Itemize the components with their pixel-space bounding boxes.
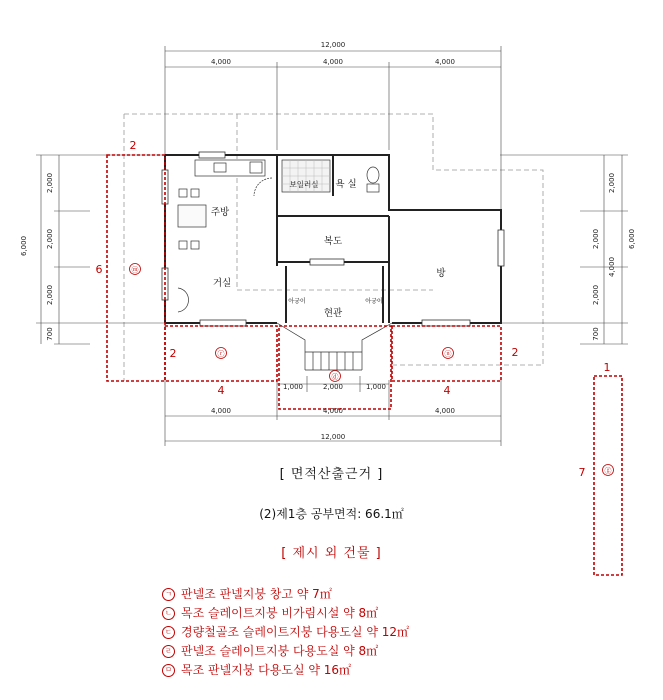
dim-right-extra: 700 [592,327,600,341]
dim-right-total: 6,000 [628,228,636,250]
legend-mark: ㄷ [162,626,175,639]
annex-m-mark: ⓜ [131,266,139,274]
dim-left-3: 2,000 [46,284,54,306]
annex-n-mark: ⓝ [444,350,452,358]
dim-entry-1: 1,000 [282,383,304,391]
wall-details [277,323,392,370]
legend-text: 목조 슬레이트지붕 비가림시설 약 8㎡ [181,606,379,620]
annex-g-top: 1 [603,361,611,374]
area-calc-title: [ 면적산출근거 ] [279,467,384,482]
annex-labels [96,139,614,479]
dim-top-2: 4,000 [322,58,344,66]
annex-r-side: 2 [169,347,177,360]
annex-m-side: 6 [95,263,103,276]
room-bedroom-label: 방 [436,268,446,279]
dim-bottom-total: 12,000 [320,433,346,441]
annex-m-top: 2 [129,139,137,152]
dim-bottom-1: 4,000 [210,407,232,415]
annex-d-outline [279,326,391,409]
dim-top-total: 12,000 [320,41,346,49]
dim-entry-2: 2,000 [322,383,344,391]
excluded-buildings-title: [ 제시 외 건물 ] [281,546,382,561]
dim-right-2: 2,000 [592,228,600,250]
dim-right-1: 2,000 [608,172,616,194]
dim-bottom-2: 4,000 [322,407,344,415]
room-bath-label: 욕 실 [335,179,357,190]
annex-n-bottom: 4 [443,384,451,397]
dim-left-1: 2,000 [46,172,54,194]
legend-mark: ㄱ [162,588,175,601]
room-entrance-label: 현관 [323,308,343,319]
annex-n-side: 2 [511,346,519,359]
list-item [162,642,409,661]
annex-r-mark: ⓡ [217,350,225,358]
list-item [162,604,409,623]
dim-left-extra: 700 [46,327,54,341]
room-boiler-label: 보일러실 [289,180,319,189]
legend-text: 경량철골조 슬레이트지붕 다용도실 약 12㎡ [181,625,410,639]
dim-entry-3: 1,000 [365,383,387,391]
dim-right-3: 2,000 [592,284,600,306]
annex-d-mark: ⓓ [331,373,339,381]
dim-bottom-3: 4,000 [434,407,456,415]
dim-right-merged: 4,000 [608,256,616,278]
area-calc-value: (2)제1층 공부면적: 66.1㎡ [259,507,404,521]
legend-mark: ㄴ [162,607,175,620]
room-alcove-left-label: 아궁이 [288,298,306,305]
room-living-label: 거실 [212,278,232,289]
legend-text: 판넬조 판넬지붕 창고 약 7㎡ [181,587,332,601]
room-kitchen-label: 주방 [210,207,230,218]
legend-mark: ㄹ [162,645,175,658]
legend-mark: ㅁ [162,664,175,677]
dim-left-2: 2,000 [46,228,54,250]
dim-top-3: 4,000 [434,58,456,66]
legend-text: 판넬조 슬레이트지붕 다용도실 약 8㎡ [181,644,379,658]
dim-top-1: 4,000 [210,58,232,66]
room-hall-label: 복도 [323,236,343,247]
legend-text: 목조 판넬지붕 다용도실 약 16㎡ [181,663,352,677]
annex-r-bottom: 4 [217,384,225,397]
annex-g-mark: ⓖ [604,467,612,475]
annex-g-side: 7 [578,466,586,479]
list-item [162,623,409,642]
dim-left-total: 6,000 [20,235,28,257]
list-item [162,585,409,604]
room-alcove-right-label: 아궁이 [365,298,383,305]
excluded-buildings-list [162,585,409,680]
list-item [162,661,409,680]
room-labels [211,178,447,319]
